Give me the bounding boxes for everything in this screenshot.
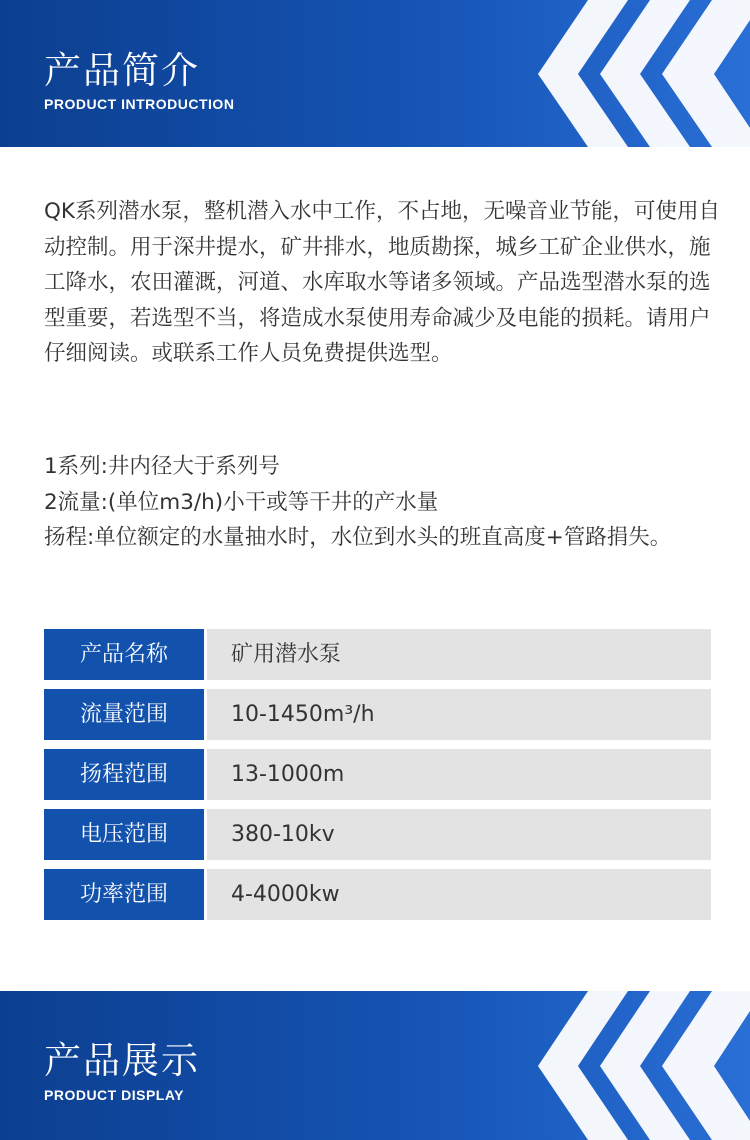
- table-row: [44, 869, 711, 920]
- table-row: [44, 689, 711, 740]
- table-row: [44, 629, 711, 680]
- row-value: 380-10kv: [207, 809, 711, 860]
- row-label: 扬程范围: [44, 749, 204, 800]
- header-banner: [0, 0, 750, 147]
- intro-paragraph: QK系列潜水泵，整机潜入水中工作，不占地，无噪音业节能，可使用自动控制。用于深井提水，矿井排水，地质勘探，城乡工矿企业供水，施工降水，农田灌溉，河道、水库取水等诸多领域。产品选型潜水泵的选型重要，若选型不当，将造成水泵使用寿命减少及电能的损耗。请用户仔细阅读。或联系工作人员免费提供选型。: [44, 199, 721, 366]
- row-label: 产品名称: [44, 629, 204, 680]
- row-label: 流量范围: [44, 689, 204, 740]
- spec-line: 1系列:井内径大于系列号: [44, 454, 280, 479]
- row-label: 功率范围: [44, 869, 204, 920]
- section-subtitle: PRODUCT INTRODUCTION: [44, 96, 235, 112]
- row-value: 10-1450m³/h: [207, 689, 711, 740]
- display-banner: [0, 991, 750, 1140]
- row-value: 矿用潜水泵: [207, 629, 711, 680]
- section-subtitle: PRODUCT DISPLAY: [44, 1087, 185, 1103]
- row-value: 4-4000kw: [207, 869, 711, 920]
- row-value: 13-1000m: [207, 749, 711, 800]
- spec-line: 2流量:(单位m3/h)小干或等干井的产水量: [44, 489, 439, 515]
- parameter-table: [44, 629, 711, 929]
- table-row: [44, 809, 711, 860]
- row-label: 电压范围: [44, 809, 204, 860]
- section-title: 产品展示: [44, 1039, 200, 1082]
- section-title: 产品简介: [44, 49, 200, 92]
- table-row: [44, 749, 711, 800]
- spec-notes: [44, 449, 734, 556]
- spec-line: 扬程:单位额定的水量抽水时，水位到水头的班直高度+管路捐失。: [44, 525, 672, 550]
